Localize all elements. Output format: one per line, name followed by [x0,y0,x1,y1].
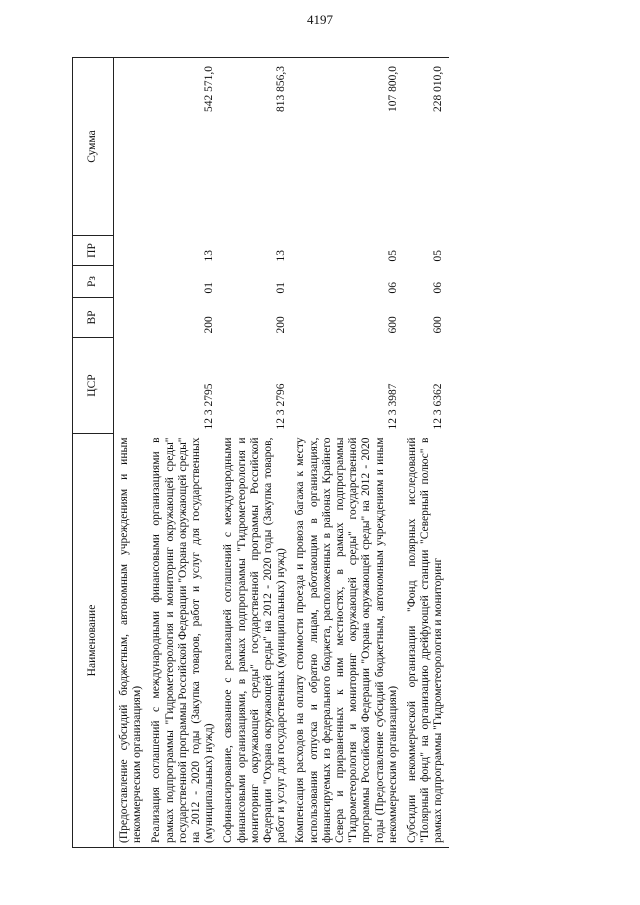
row-rz: 01 [275,282,288,294]
row-csr: 12 3 2796 [275,383,288,430]
row-vr: 200 [203,316,216,334]
row-sum: 813 856,3 [219,58,291,236]
rotated-table-container [72,58,580,848]
row-sum: 542 571,0 [147,58,219,236]
row-sum [114,58,148,236]
row-name: Компенсация расходов на оплату стоимости проезда и провоза багажа к месту использования отпуска и обратно лицам, работающим в организациях, финансируемых из федерального бюджета, расположенных в районах Крайнего Севера и приравненных к ним местностях, в рамках подпрограммы "Гидрометеорология и мониторинг окружающей среды" государственной программы Российской Федерации "Охрана окружающей среды" на 2012 - 2020 годы (Предоставление субсидий бюджетным, автономным учреждениям и иным некоммерческим организациям) [291,434,403,848]
row-pr: 13 [275,250,288,262]
row-pr: 05 [386,250,399,262]
table-row [219,58,291,848]
table-row [147,58,219,848]
header-pr: ПР [73,236,114,266]
header-name: Наименование [73,434,114,848]
table-row [291,58,403,848]
table-row [114,58,148,848]
header-vr: ВР [73,298,114,338]
row-rz [114,266,148,298]
row-csr [114,338,148,434]
row-name: Реализация соглашений с международными финансовыми организациями в рамках подпрограммы "Гидрометеорология и мониторинг окружающей среды" государственной программы Российской Федерации "Охрана окружающей среды" на 2012 - 2020 годы (Закупка товаров, работ и услуг для государственных (муниципальных) нужд) [147,434,219,848]
row-sum: 107 800,0 [291,58,403,236]
table-header-row [73,58,114,848]
header-sum: Сумма [73,58,114,236]
page-number: 4197 [307,12,333,27]
row-vr: 200 [275,316,288,334]
row-pr [114,236,148,266]
row-name: Софинансирование, связанное с реализацией соглашений с международными финансовыми организациями, в рамках подпрограммы "Гидрометеорология и мониторинг окружающей среды" государственной программы Российской Федерации "Охрана окружающей среды" на 2012 - 2020 годы (Закупка товаров, работ и услуг для государственных (муниципальных) нужд) [219,434,291,848]
row-csr: 12 3 6362 [432,383,445,430]
header-csr: ЦСР [73,338,114,434]
row-name: (Предоставление субсидий бюджетным, автономным учреждениям и иным некоммерческим организациям) [114,434,148,848]
row-pr: 05 [432,250,445,262]
row-pr: 13 [203,250,216,262]
row-vr: 600 [386,316,399,334]
budget-table [72,57,449,848]
row-name: Субсидии некоммерческой организации "Фонд полярных исследований "Полярный фонд" на организацию дрейфующей станции "Северный полюс" в рамках подпрограммы "Гидрометеорология и мониторинг [403,434,449,848]
row-rz: 06 [386,282,399,294]
header-rz: Рз [73,266,114,298]
row-sum: 228 010,0 [403,58,449,236]
row-rz: 01 [203,282,216,294]
row-vr: 600 [432,316,445,334]
row-vr [114,298,148,338]
row-csr: 12 3 2795 [203,383,216,430]
row-csr: 12 3 3987 [386,383,399,430]
table-row [403,58,449,848]
row-rz: 06 [432,282,445,294]
